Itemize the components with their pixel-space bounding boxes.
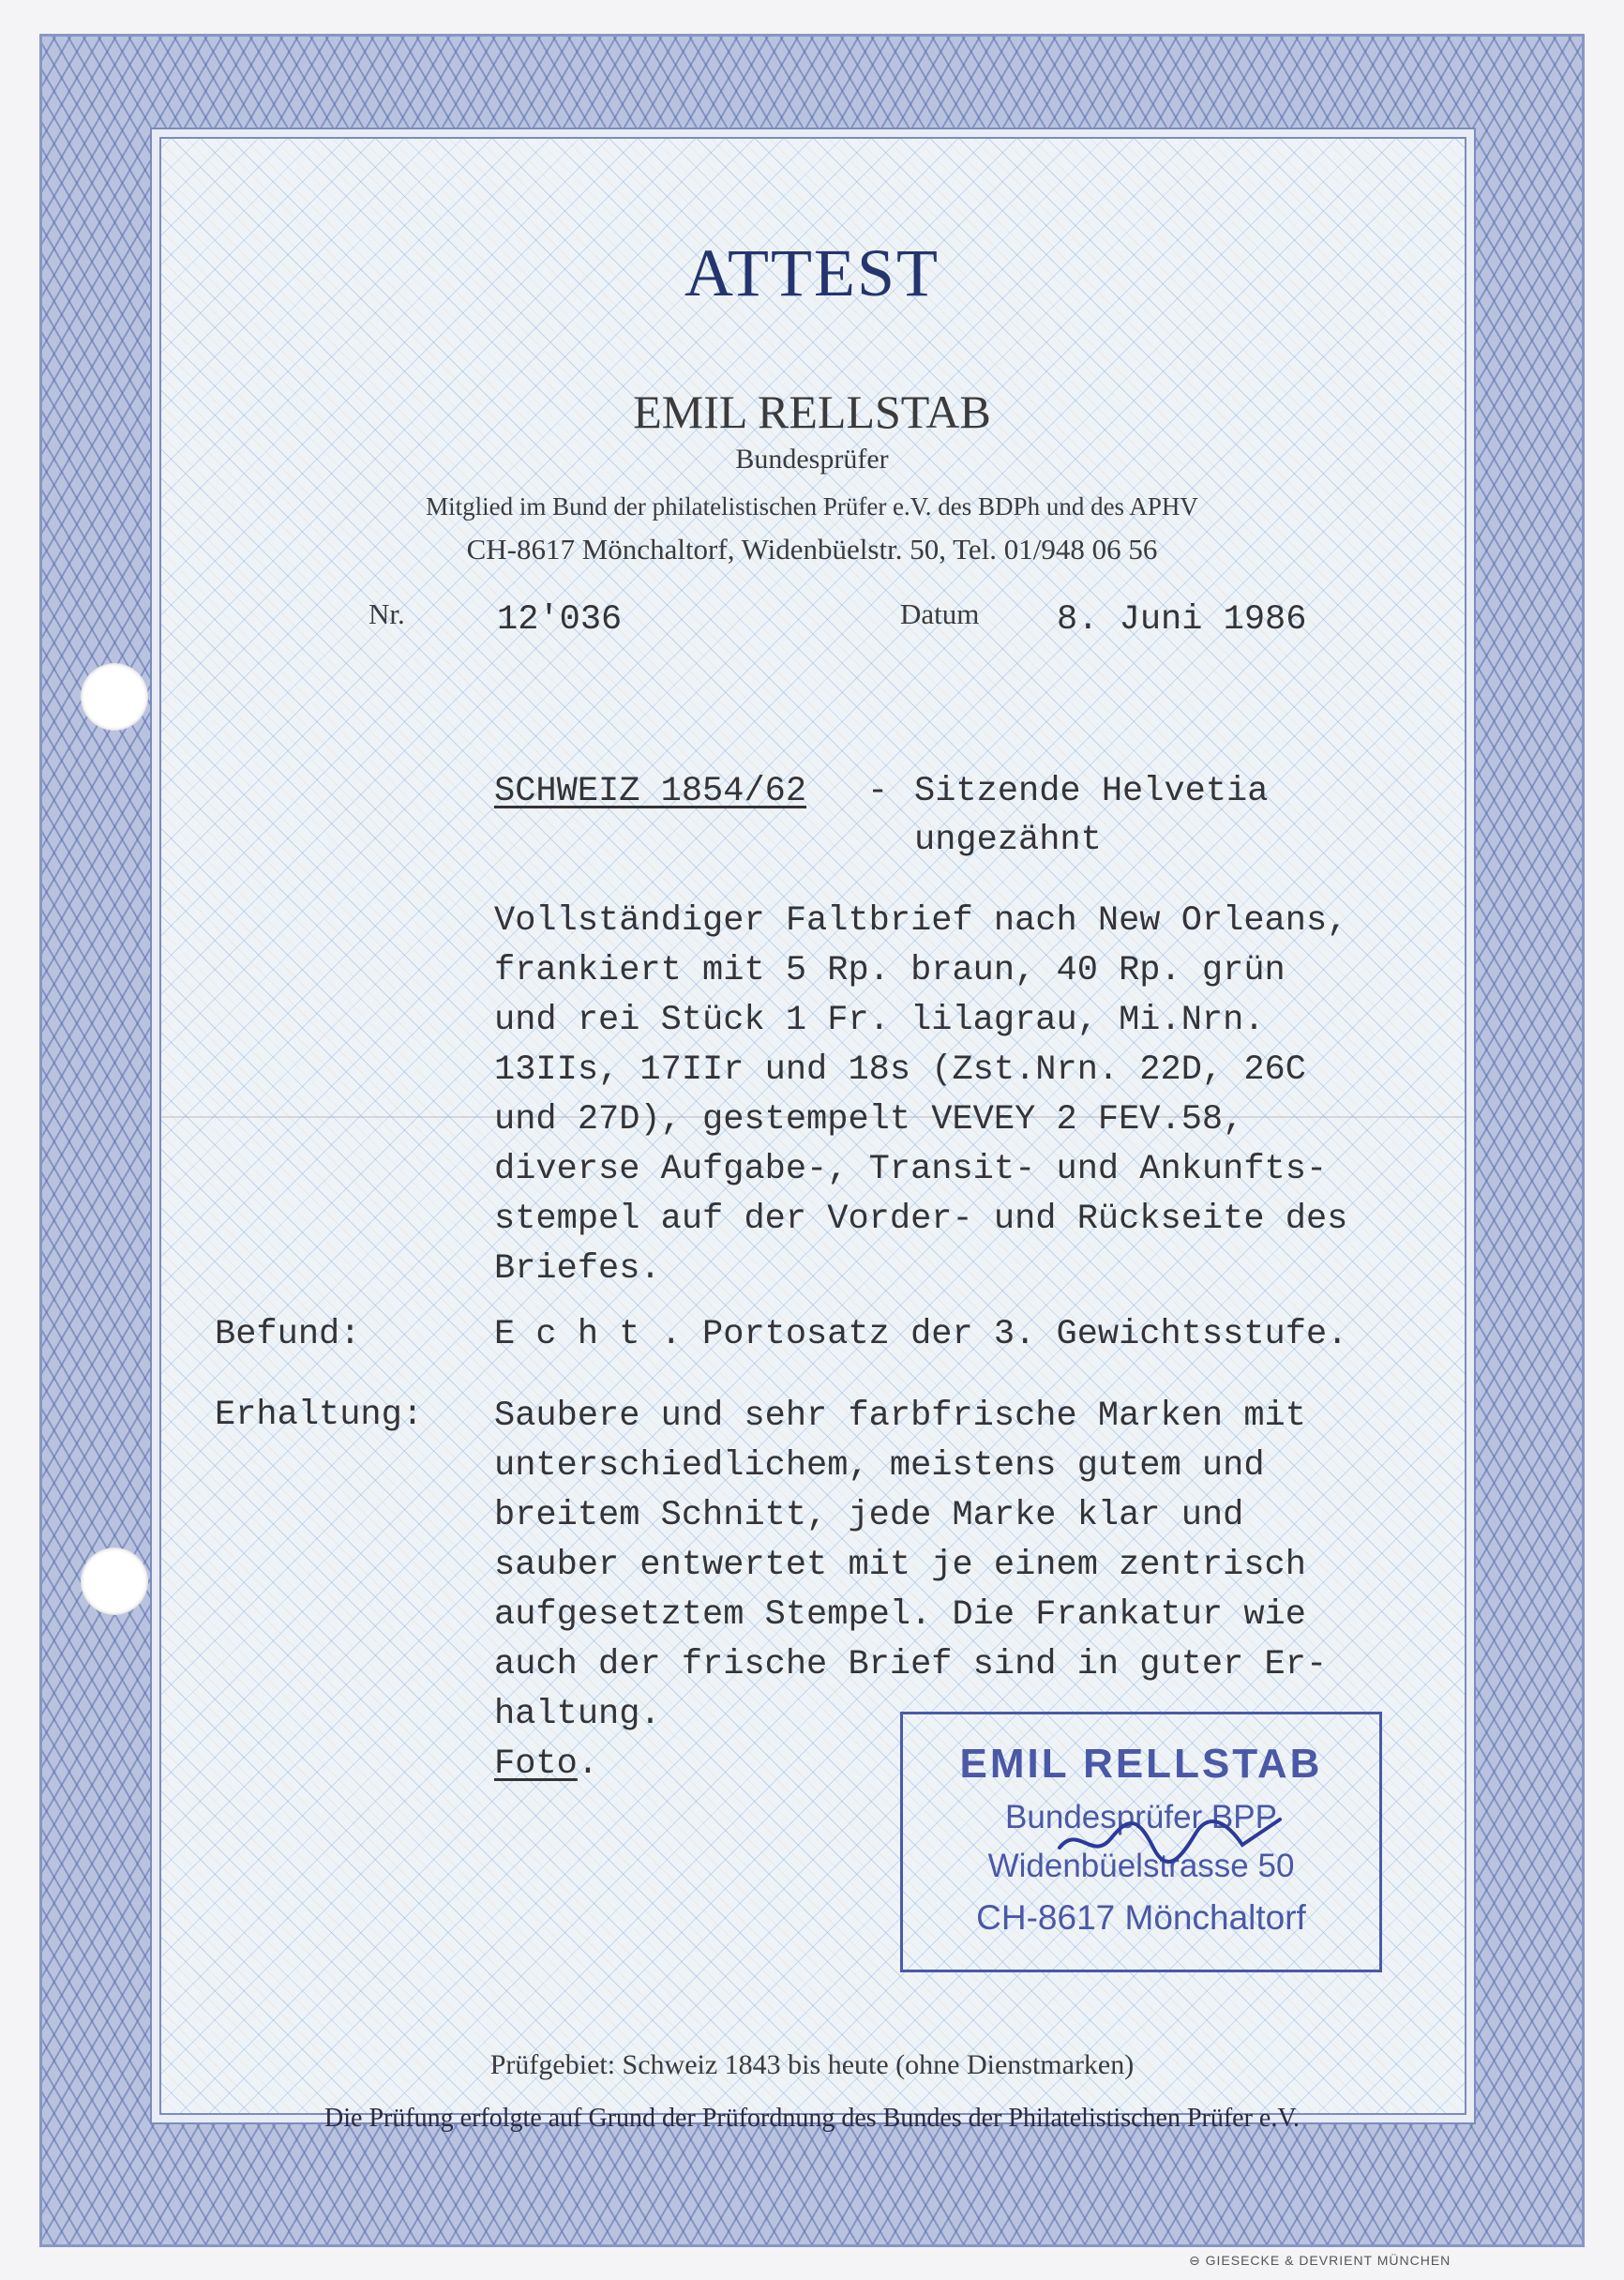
stamp-city: CH-8617 Mönchaltorf <box>976 1898 1306 1937</box>
punch-hole-top <box>81 663 148 731</box>
description-line: und 27D), gestempelt VEVEY 2 FEV.58, <box>494 1100 1244 1140</box>
foto-note <box>494 1739 598 1789</box>
erhaltung-line: breitem Schnitt, jede Marke klar und <box>494 1496 1244 1535</box>
description-line: Vollständiger Faltbrief nach New Orleans, <box>494 901 1348 941</box>
description-line: und rei Stück 1 Fr. lilagrau, Mi.Nrn. <box>494 1001 1265 1040</box>
foto-label: Foto <box>494 1744 578 1784</box>
description-line: frankiert mit 5 Rp. braun, 40 Rp. grün <box>494 951 1286 990</box>
description-line: stempel auf der Vorder- und Rückseite des <box>494 1200 1348 1239</box>
description-line: 13IIs, 17IIr und 18s (Zst.Nrn. 22D, 26C <box>494 1050 1306 1090</box>
signature-scribble <box>1050 1805 1294 1871</box>
printer-imprint: ⊖ GIESECKE & DEVRIENT MÜNCHEN <box>1189 2253 1451 2268</box>
examiner-role: Bundesprüfer <box>735 444 889 475</box>
subject-country: SCHWEIZ 1854/62 <box>494 772 807 811</box>
stamp-street: Widenbüelstrasse 50 <box>987 1848 1295 1884</box>
erhaltung-line: haltung. <box>494 1695 661 1734</box>
printer-name: GIESECKE & DEVRIENT MÜNCHEN <box>1205 2253 1451 2268</box>
address-line: CH-8617 Mönchaltorf, Widenbüelstr. 50, Tel. 01/948 06 56 <box>466 533 1158 566</box>
erhaltung-line: aufgesetztem Stempel. Die Frankatur wie <box>494 1595 1306 1635</box>
certificate-title: ATTEST <box>684 235 940 310</box>
erhaltung-line: auch der frische Brief sind in guter Er- <box>494 1645 1328 1684</box>
number-label: Nr. <box>368 597 405 630</box>
scope-line: Prüfgebiet: Schweiz 1843 bis heute (ohne Dienstmarken) <box>489 2049 1135 2080</box>
basis-line: Die Prüfung erfolgte auf Grund der Prüfordnung des Bundes der Philatelistischen Prüfer e.V. <box>324 2104 1300 2133</box>
foto-suffix: . <box>577 1744 599 1784</box>
erhaltung-line: Saubere und sehr farbfrische Marken mit <box>494 1397 1306 1436</box>
date-value: 8. Juni 1986 <box>1057 600 1307 640</box>
date-label: Datum <box>900 597 980 630</box>
number-value: 12'036 <box>497 600 623 640</box>
subject-dash: - <box>867 772 889 811</box>
stamp-name: EMIL RELLSTAB <box>959 1741 1323 1787</box>
stamp-role: Bundesprüfer BPP <box>1005 1799 1277 1835</box>
subject-issue-line2: ungezähnt <box>914 821 1102 860</box>
befund-text: E c h t . Portosatz der 3. Gewichtsstufe. <box>494 1315 1348 1354</box>
subject-issue-line1: Sitzende Helvetia <box>914 772 1269 811</box>
erhaltung-line: unterschiedlichem, meistens gutem und <box>494 1446 1265 1486</box>
erhaltung-label: Erhaltung: <box>215 1396 424 1435</box>
befund-label: Befund: <box>215 1315 361 1354</box>
description-line: diverse Aufgabe-, Transit- und Ankunfts- <box>494 1150 1328 1189</box>
examiner-name: EMIL RELLSTAB <box>633 385 991 438</box>
punch-hole-bottom <box>81 1548 148 1615</box>
erhaltung-line: sauber entwertet mit je einem zentrisch <box>494 1546 1306 1585</box>
description-line: Briefes. <box>494 1249 661 1289</box>
membership-line: Mitglied im Bund der philatelistischen Prüfer e.V. des BDPh und des APHV <box>426 492 1198 521</box>
